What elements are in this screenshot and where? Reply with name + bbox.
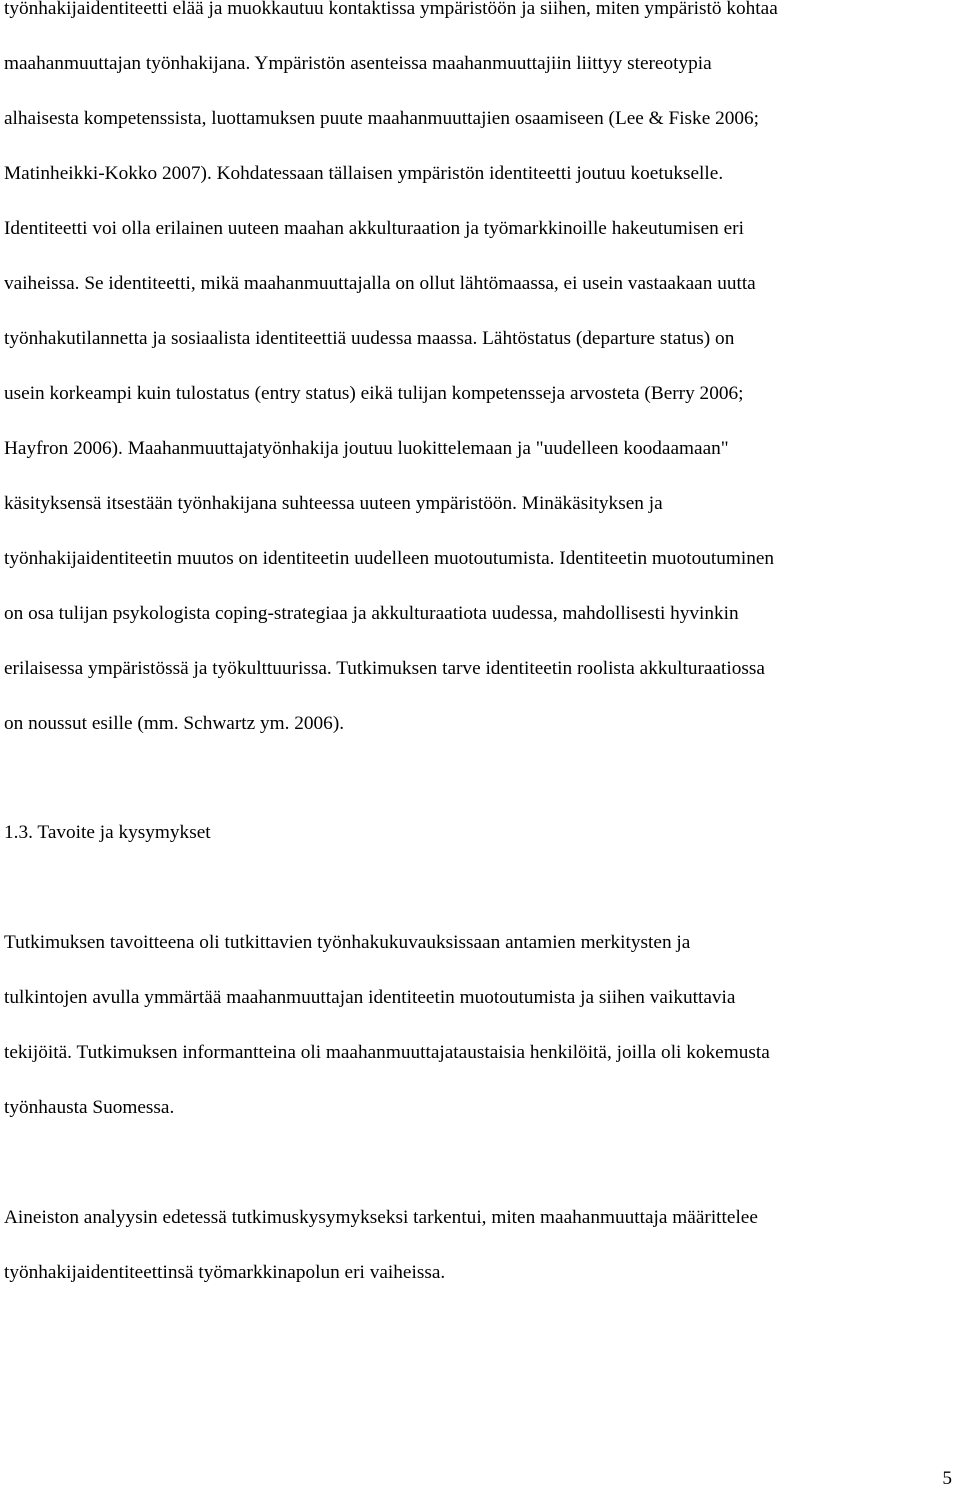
text-line: työnhakijaidentiteetin muutos on identiteetin uudelleen muotoutumista. Identiteetin muotoutuminen bbox=[4, 548, 775, 569]
text-line: Aineiston analyysin edetessä tutkimuskysymykseksi tarkentui, miten maahanmuuttaja määrittelee bbox=[4, 1207, 758, 1228]
text-line: on noussut esille (mm. Schwartz ym. 2006). bbox=[4, 713, 345, 734]
text-line: alhaisesta kompetenssista, luottamuksen puute maahanmuuttajien osaamiseen (Lee & Fiske 2006; bbox=[4, 108, 760, 129]
text-line: Matinheikki-Kokko 2007). Kohdatessaan tällaisen ympäristön identiteetti joutuu koetukselle. bbox=[4, 163, 724, 184]
page-number: 5 bbox=[942, 1468, 952, 1489]
text-line: tulkintojen avulla ymmärtää maahanmuuttajan identiteetin muotoutumista ja siihen vaikuttavia bbox=[4, 987, 736, 1008]
text-line: Tutkimuksen tavoitteena oli tutkittavien työnhakukuvauksissaan antamien merkitysten ja bbox=[4, 932, 691, 953]
text-line: työnhakutilannetta ja sosiaalista identiteettiä uudessa maassa. Lähtöstatus (departure status) on bbox=[4, 328, 735, 349]
section-heading: 1.3. Tavoite ja kysymykset bbox=[4, 822, 211, 843]
text-line: vaiheissa. Se identiteetti, mikä maahanmuuttajalla on ollut lähtömaassa, ei usein vastaakaan uutta bbox=[4, 273, 756, 294]
text-line: usein korkeampi kuin tulostatus (entry status) eikä tulijan kompetensseja arvosteta (Berry 2006; bbox=[4, 383, 744, 404]
text-line: on osa tulijan psykologista coping-strategiaa ja akkulturaatiota uudessa, mahdollisesti hyvinkin bbox=[4, 603, 739, 624]
text-line: työnhakijaidentiteettinsä työmarkkinapolun eri vaiheissa. bbox=[4, 1262, 446, 1283]
text-line: erilaisessa ympäristössä ja työkulttuurissa. Tutkimuksen tarve identiteetin roolista akkulturaatiossa bbox=[4, 658, 765, 679]
text-line: Identiteetti voi olla erilainen uuteen maahan akkulturaation ja työmarkkinoille hakeutumisen eri bbox=[4, 218, 744, 239]
text-line: työnhausta Suomessa. bbox=[4, 1097, 175, 1118]
text-line: käsityksensä itsestään työnhakijana suhteessa uuteen ympäristöön. Minäkäsityksen ja bbox=[4, 493, 663, 514]
text-line: maahanmuuttajan työnhakijana. Ympäristön asenteissa maahanmuuttajiin liittyy stereotypia bbox=[4, 53, 712, 74]
text-line: työnhakijaidentiteetti elää ja muokkautuu kontaktissa ympäristöön ja siihen, miten ympäristö kohtaa bbox=[4, 0, 778, 19]
text-line: tekijöitä. Tutkimuksen informantteina oli maahanmuuttajataustaisia henkilöitä, joilla oli kokemusta bbox=[4, 1042, 770, 1063]
text-line: Hayfron 2006). Maahanmuuttajatyönhakija joutuu luokittelemaan ja "uudelleen koodaamaan" bbox=[4, 438, 729, 459]
